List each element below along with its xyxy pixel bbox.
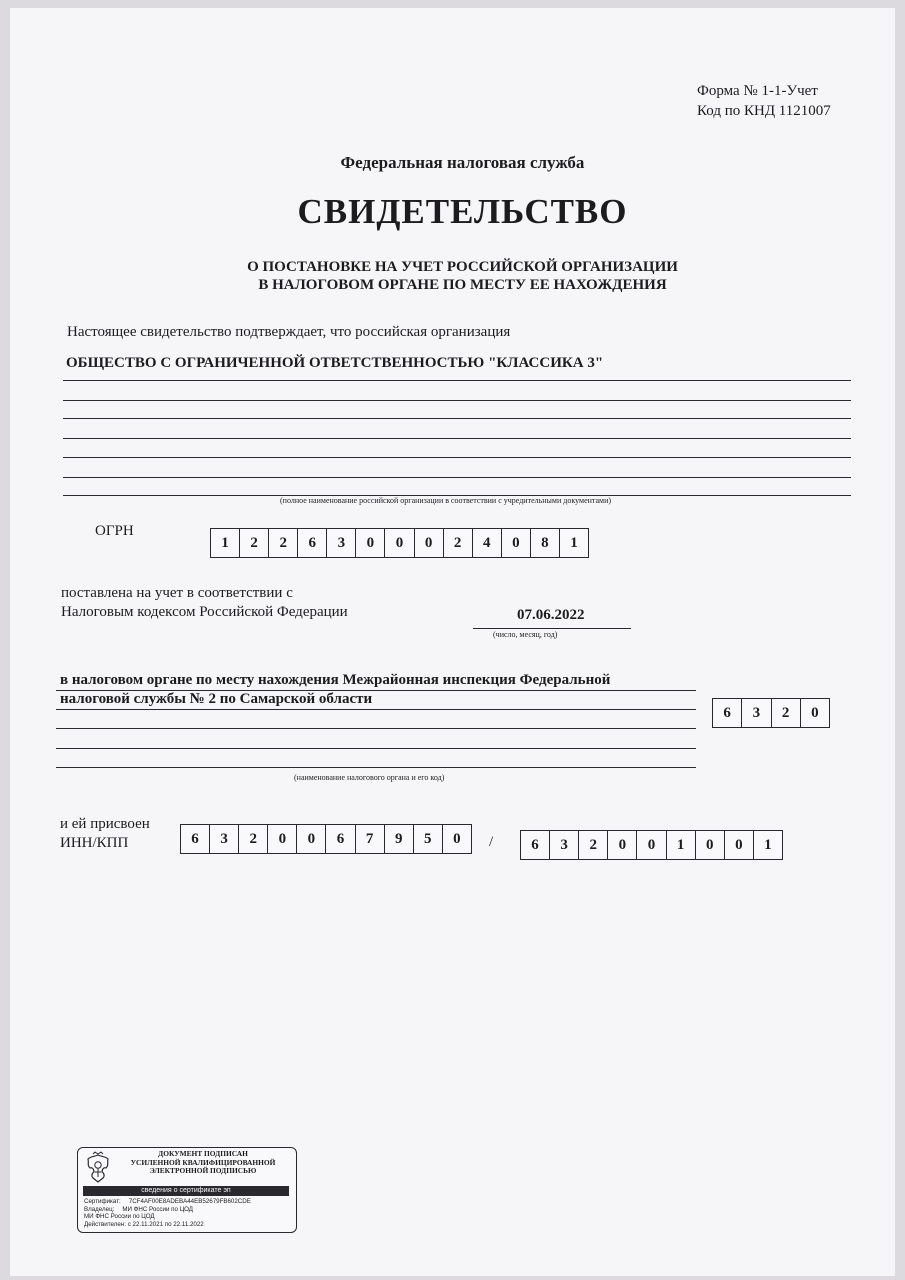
org-line-2: [63, 400, 851, 401]
kpp-digit: 1: [667, 831, 696, 859]
knd-code: Код по КНД 1121007: [697, 103, 831, 119]
ogrn-digit: 2: [269, 529, 298, 557]
ogrn-label: ОГРН: [95, 523, 134, 539]
owner-value: МИ ФНС России по ЦОД: [122, 1205, 193, 1213]
owner-label: Владелец:: [84, 1205, 115, 1213]
tax-line-2: [56, 709, 696, 710]
stamp-title-line-1: ДОКУМЕНТ ПОДПИСАН: [158, 1149, 248, 1158]
inn-digit: 6: [181, 825, 210, 853]
tax-line-1: [56, 690, 696, 691]
organization-name: ОБЩЕСТВО С ОГРАНИЧЕННОЙ ОТВЕТСТВЕННОСТЬЮ "КЛАССИКА 3": [66, 355, 604, 371]
subtitle-line-2: В НАЛОГОВОМ ОРГАНЕ ПО МЕСТУ ЕЕ НАХОЖДЕНИЯ: [258, 277, 667, 293]
tax-code-digit: 0: [811, 705, 819, 721]
registration-line-1: поставлена на учет в соответствии с: [61, 585, 293, 601]
signature-stamp: [77, 1147, 297, 1233]
tax-authority-caption: (наименование налогового органа и его код): [294, 773, 445, 782]
agency-name: Федеральная налоговая служба: [340, 153, 585, 172]
ogrn-digit: 3: [327, 529, 356, 557]
tax-authority-line-1: в налоговом органе по месту нахождения Межрайонная инспекция Федеральной: [60, 672, 611, 688]
form-number: Форма № 1-1-Учет: [697, 83, 818, 99]
ogrn-digit: 0: [356, 529, 385, 557]
coat-of-arms-icon: [83, 1151, 113, 1185]
stamp-title: [112, 1150, 294, 1176]
inn-label-line-2: ИНН/КПП: [60, 835, 129, 851]
ogrn-digit: 8: [531, 529, 560, 557]
ogrn-digit: 2: [240, 529, 269, 557]
inn-label-line-1: и ей присвоен: [60, 816, 150, 832]
kpp-digit: 3: [550, 831, 579, 859]
inn-digit: 9: [385, 825, 414, 853]
stamp-info-bar: сведения о сертификате эп: [83, 1186, 289, 1196]
kpp-digit: 2: [579, 831, 608, 859]
document-subtitle: [0, 258, 905, 294]
confirm-text: Настоящее свидетельство подтверждает, что российская организация: [67, 324, 511, 340]
org-line-6: [63, 477, 851, 478]
ogrn-digit: 0: [415, 529, 444, 557]
stamp-title-line-3: ЭЛЕКТРОННОЙ ПОДПИСЬЮ: [149, 1166, 257, 1176]
tax-code-digit: 3: [742, 699, 771, 727]
kpp-digit: 1: [764, 837, 772, 853]
inn-digit: 0: [268, 825, 297, 853]
registration-line-2: Налоговым кодексом Российской Федерации: [61, 604, 348, 620]
org-line-3: [63, 418, 851, 419]
date-caption: (число, месяц, год): [493, 630, 558, 639]
kpp-digit: 0: [637, 831, 666, 859]
stamp-title-line-2: УСИЛЕННОЙ КВАЛИФИЦИРОВАННОЙ: [130, 1157, 276, 1167]
registration-text: [61, 584, 348, 622]
inn-boxes: [180, 824, 472, 854]
registration-date: 07.06.2022: [517, 607, 585, 623]
ogrn-digit: 1: [570, 535, 578, 551]
cert-value: 7CF4AF00E8ADEBA44EB52679FB602CDE: [128, 1198, 251, 1205]
tax-authority-line-2: налоговой службы № 2 по Самарской области: [60, 691, 373, 707]
cert-label: Сертификат:: [84, 1198, 121, 1205]
kpp-digit: 0: [725, 831, 754, 859]
org-line-5: [63, 457, 851, 458]
form-header: [697, 81, 831, 121]
inn-digit: 2: [239, 825, 268, 853]
ogrn-digit: 0: [502, 529, 531, 557]
valid-value: с 22.11.2021 по 22.11.2022: [127, 1220, 204, 1228]
kpp-boxes: [520, 830, 783, 860]
tax-line-4: [56, 748, 696, 749]
document-title: СВИДЕТЕЛЬСТВО: [297, 192, 628, 231]
kpp-digit: 0: [608, 831, 637, 859]
subtitle-line-1: О ПОСТАНОВКЕ НА УЧЕТ РОССИЙСКОЙ ОРГАНИЗАЦИИ: [247, 259, 678, 275]
inn-digit: 0: [453, 831, 461, 847]
stamp-details: [84, 1198, 251, 1228]
inn-digit: 0: [297, 825, 326, 853]
tax-line-5: [56, 767, 696, 768]
inn-digit: 6: [326, 825, 355, 853]
ogrn-digit: 2: [444, 529, 473, 557]
kpp-digit: 6: [521, 831, 550, 859]
tax-code-digit: 2: [772, 699, 801, 727]
tax-line-3: [56, 728, 696, 729]
ogrn-digit: 4: [473, 529, 502, 557]
ogrn-digit: 6: [298, 529, 327, 557]
ogrn-boxes: [210, 528, 589, 558]
valid-label: Действителен:: [84, 1220, 126, 1228]
tax-code-boxes: [712, 698, 830, 728]
tax-code-digit: 6: [713, 699, 742, 727]
ogrn-digit: 0: [385, 529, 414, 557]
inn-digit: 7: [356, 825, 385, 853]
ogrn-digit: 1: [211, 529, 240, 557]
inn-digit: 5: [414, 825, 443, 853]
org-line-1: [63, 380, 851, 381]
org-name-caption: (полное наименование российской организации в соответствии с учредительными документами): [280, 496, 612, 505]
owner-value-2: МИ ФНС России по ЦОД: [84, 1213, 155, 1221]
inn-kpp-label: [60, 815, 150, 853]
org-line-4: [63, 438, 851, 439]
kpp-digit: 0: [696, 831, 725, 859]
inn-digit: 3: [210, 825, 239, 853]
date-line: [473, 628, 631, 629]
inn-kpp-separator: /: [489, 834, 494, 850]
